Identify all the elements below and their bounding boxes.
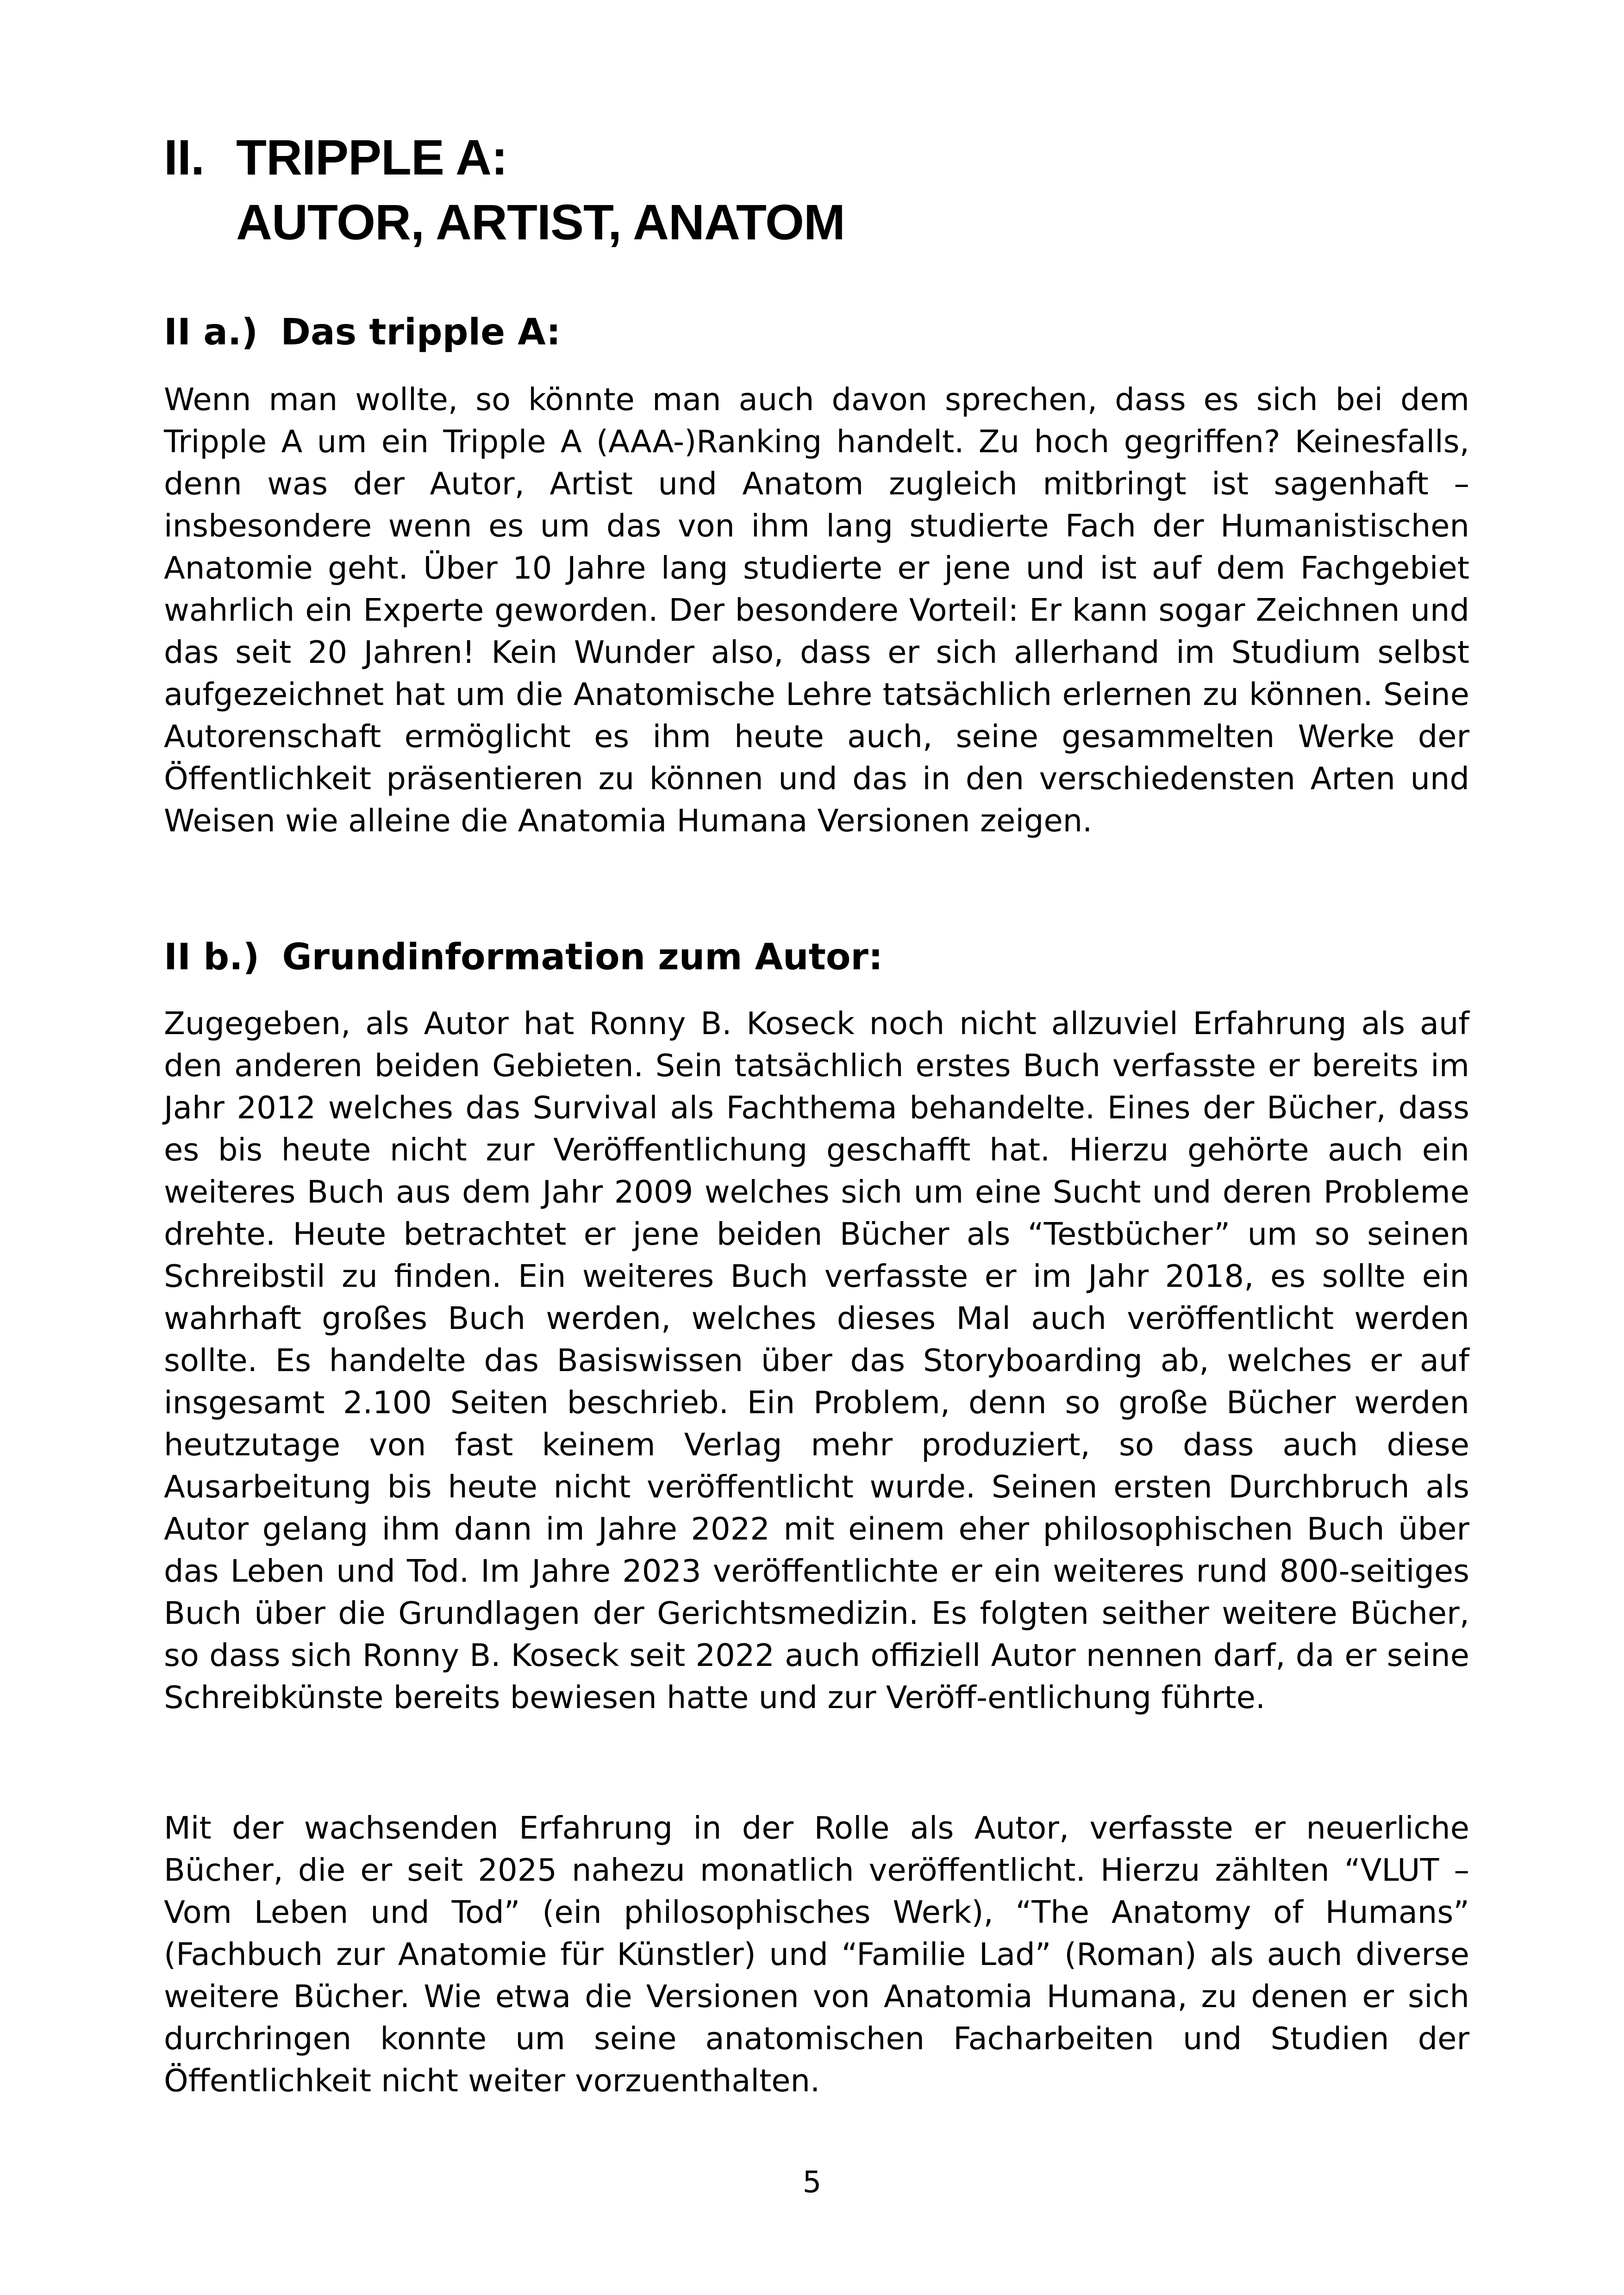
body-paragraph-a1: Wenn man wollte, so könnte man auch davon sprechen, dass es sich bei dem Tripple A um ein Tripple A (AAA-)Ranking handelt. Zu hoch gegriffen? Keinesfalls, denn was der Autor, Artist und Anatom zugleich mitbringt ist sagenhaft – insbesondere wenn es um das von ihm lang studierte Fach der Humanistischen Anatomie geht. Über 10 Jahre lang studierte er jene und ist auf dem Fachgebiet wahrlich ein Experte geworden. Der besondere Vorteil: Er kann sogar Zeichnen und das seit 20 Jahren! Kein Wunder also, dass er sich allerhand im Studium selbst aufgezeichnet hat um die Anatomische Lehre tatsächlich erlernen zu können. Seine Autorenschaft ermöglicht es ihm heute auch, seine gesammelten Werke der Öffentlichkeit präsentieren zu können und das in den verschiedensten Arten und Weisen wie alleine die Anatomia Humana Versionen zeigen. xyxy=(164,381,1469,839)
chapter-title xyxy=(164,125,1469,255)
page-number: 5 xyxy=(802,2165,822,2200)
chapter-title-indent xyxy=(164,190,236,255)
section-heading-a xyxy=(164,309,1469,355)
section-heading-b xyxy=(164,934,1469,980)
chapter-title-text-2: AUTOR, ARTIST, ANATOM xyxy=(236,194,845,250)
body-paragraph-b2: Mit der wachsenden Erfahrung in der Rolle als Autor, verfasste er neuerliche Bücher, die er seit 2025 nahezu monatlich veröffentlicht. Hierzu zählten “VLUT – Vom Leben und Tod” (ein philosophisches Werk), “The Anatomy of Humans” (Fachbuch zur Anatomie für Künstler) und “Familie Lad” (Roman) als auch diverse weitere Bücher. Wie etwa die Versionen von Anatomia Humana, zu denen er sich durchringen konnte um seine anatomischen Facharbeiten und Studien der Öffentlichkeit nicht weiter vorzuenthalten. xyxy=(164,1810,1469,2099)
section-marker-a: II a.) xyxy=(164,312,258,353)
section-marker-b: II b.) xyxy=(164,936,260,978)
body-paragraph-b1: Zugegeben, als Autor hat Ronny B. Koseck noch nicht allzuviel Erfahrung als auf den anderen beiden Gebieten. Sein tatsächlich erstes Buch verfasste er bereits im Jahr 2012 welches das Survival als Fachthema behandelte. Eines der Bücher, dass es bis heute nicht zur Veröffentlichung geschafft hat. Hierzu gehörte auch ein weiteres Buch aus dem Jahr 2009 welches sich um eine Sucht und deren Probleme drehte. Heute betrachtet er jene beiden Bücher als “Testbücher” um so seinen Schreibstil zu finden. Ein weiteres Buch verfasste er im Jahr 2018, es sollte ein wahrhaft großes Buch werden, welches dieses Mal auch veröffentlicht werden sollte. Es handelte das Basiswissen über das Storyboarding ab, welches er auf insgesamt 2.100 Seiten beschrieb. Ein Problem, denn so große Bücher werden heutzutage von fast keinem Verlag mehr produziert, so dass auch diese Ausarbeitung bis heute nicht veröffentlicht wurde. Seinen ersten Durchbruch als Autor gelang ihm dann im Jahre 2022 mit einem eher philosophischen Buch über das Leben und Tod. Im Jahre 2023 veröffentlichte er ein weiteres rund 800-seitiges Buch über die Grundlagen der Gerichtsmedizin. Es folgten seither weitere Bücher, so dass sich Ronny B. Koseck seit 2022 auch offiziell Autor nennen darf, da er seine Schreibkünste bereits bewiesen hatte und zur Veröff-entlichung führte. xyxy=(164,1005,1469,1715)
chapter-title-text-1: TRIPPLE A: xyxy=(236,129,508,185)
section-title-b: Grundinformation zum Autor: xyxy=(282,936,883,978)
chapter-title-line-2 xyxy=(164,190,1469,255)
chapter-title-line-1 xyxy=(164,125,1469,190)
section-title-a: Das tripple A: xyxy=(281,312,561,353)
chapter-number: II. xyxy=(164,129,205,185)
